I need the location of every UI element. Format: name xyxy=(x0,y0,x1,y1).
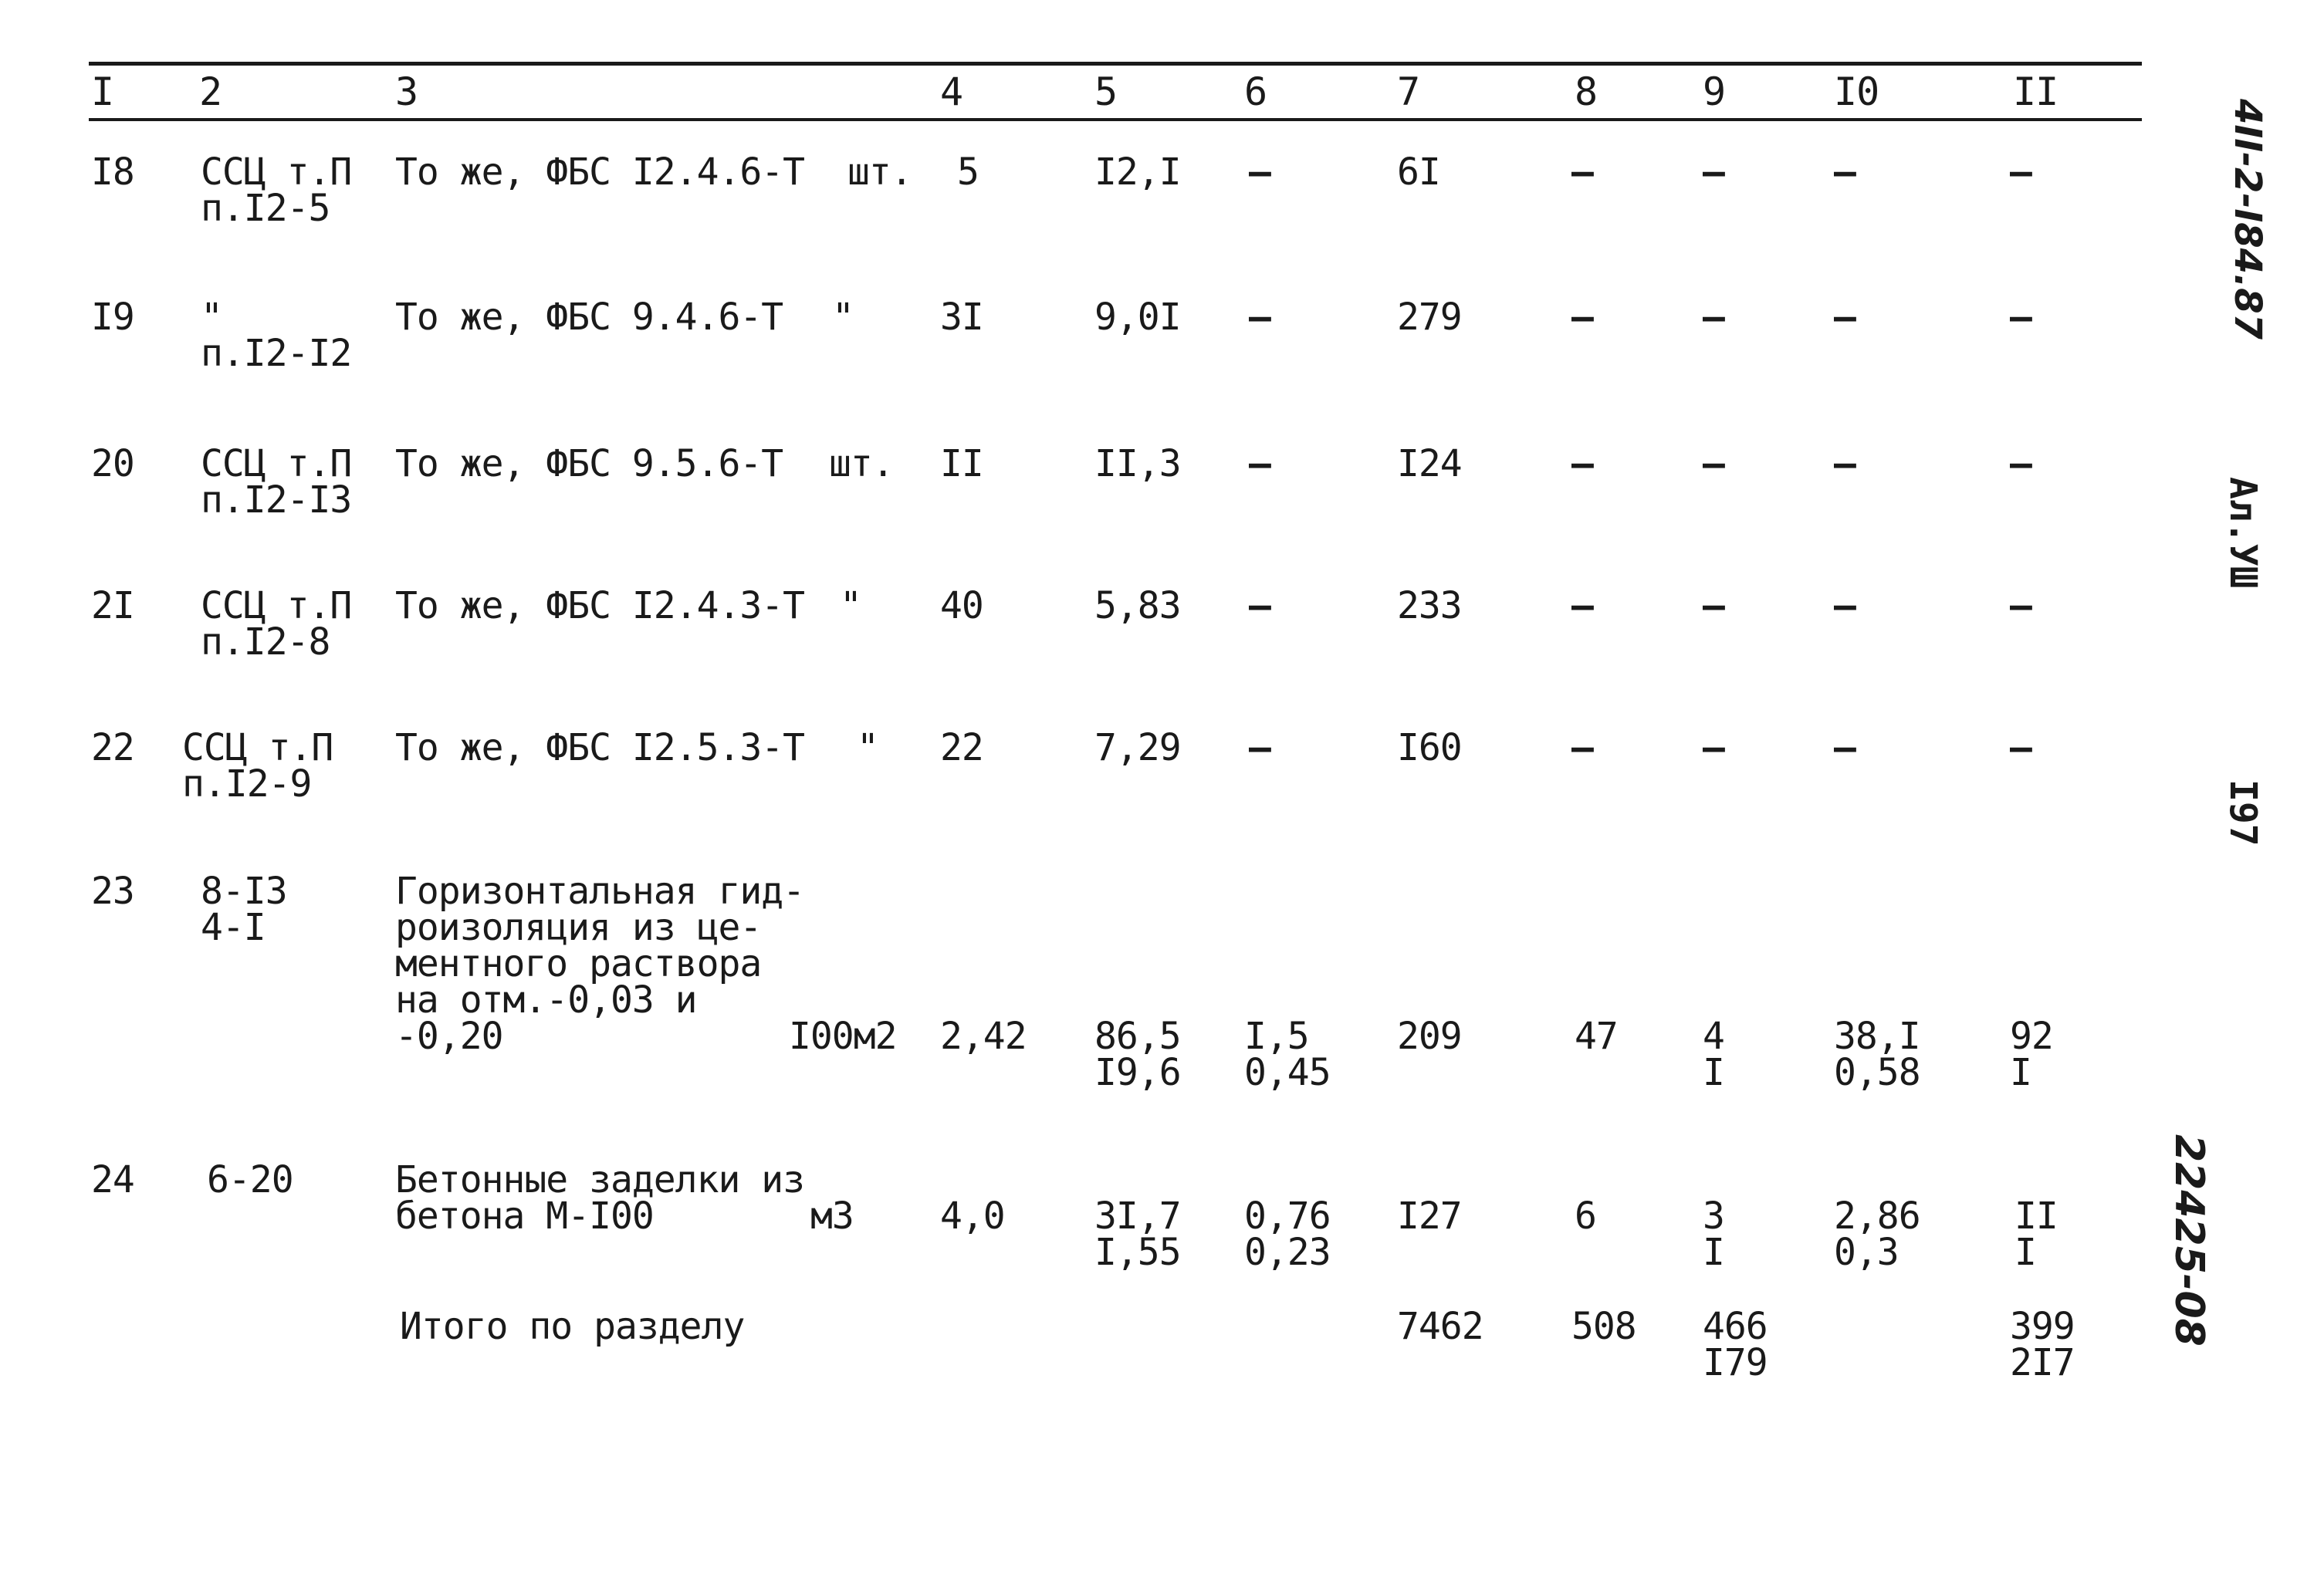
row-21-no: 2I xyxy=(91,584,134,627)
row-19-col6: – xyxy=(1249,296,1270,339)
row-20-qty: II xyxy=(940,442,983,485)
row-23-unit: I00м2 xyxy=(789,1015,897,1058)
total-col7: 7462 xyxy=(1397,1305,1483,1348)
col-header-8: 8 xyxy=(1575,69,1598,114)
row-21-unit: " xyxy=(840,584,861,627)
row-20-col5: II,3 xyxy=(1094,442,1181,485)
row-19-no: I9 xyxy=(91,296,134,339)
row-23-col8: 47 xyxy=(1575,1015,1618,1058)
doc-code-label: 4II-2-I84.87 xyxy=(2226,99,2269,340)
row-23-no: 23 xyxy=(91,870,134,913)
row-21-desc: То же, ФБС I2.4.3-Т xyxy=(395,584,805,627)
row-21-col6: – xyxy=(1249,584,1270,627)
col-header-6: 6 xyxy=(1244,69,1267,114)
row-19-desc: То же, ФБС 9.4.6-Т xyxy=(395,296,783,339)
row-19-col11: – xyxy=(2010,296,2031,339)
row-19-col8: – xyxy=(1571,296,1593,339)
row-22-col10: – xyxy=(1834,726,1855,769)
col-header-5: 5 xyxy=(1094,69,1118,114)
row-18-ref: ССЦ т.П п.I2-5 xyxy=(201,150,352,230)
col-header-3: 3 xyxy=(395,69,418,114)
row-23-qty: 2,42 xyxy=(940,1015,1027,1058)
row-24-col6: 0,76 0,23 xyxy=(1244,1195,1331,1274)
row-22-ref: ССЦ т.П п.I2-9 xyxy=(182,726,333,806)
table-top-rule xyxy=(89,62,2142,66)
row-21-col10: – xyxy=(1834,584,1855,627)
row-19-ref: " п.I2-I2 xyxy=(201,296,352,375)
row-20-col8: – xyxy=(1571,442,1593,485)
row-22-unit: " xyxy=(857,726,878,769)
row-20-col9: – xyxy=(1703,442,1724,485)
row-20-col6: – xyxy=(1249,442,1270,485)
row-22-col11: – xyxy=(2010,726,2031,769)
total-col8: 508 xyxy=(1571,1305,1636,1348)
row-18-col8: – xyxy=(1571,150,1593,194)
row-23-col7: 209 xyxy=(1397,1015,1462,1058)
col-header-1: I xyxy=(91,69,114,114)
row-22-col6: – xyxy=(1249,726,1270,769)
total-col11: 399 2I7 xyxy=(2010,1305,2075,1384)
row-22-qty: 22 xyxy=(940,726,983,769)
row-18-col10: – xyxy=(1834,150,1855,194)
row-24-no: 24 xyxy=(91,1158,134,1201)
row-19-col10: – xyxy=(1834,296,1855,339)
inventory-number: 22425-08 xyxy=(2166,1134,2212,1347)
row-18-col7: 6I xyxy=(1397,150,1440,194)
row-18-col11: – xyxy=(2010,150,2031,194)
col-header-4: 4 xyxy=(940,69,963,114)
row-22-col7: I60 xyxy=(1397,726,1462,769)
row-19-col5: 9,0I xyxy=(1094,296,1181,339)
row-24-col8: 6 xyxy=(1575,1195,1596,1238)
row-20-no: 20 xyxy=(91,442,134,485)
row-23-desc: Горизонтальная гид- роизоляция из це- ментного раствора на отм.-0,03 и -0,20 xyxy=(395,870,805,1058)
row-18-unit: шт. xyxy=(847,150,912,194)
row-21-ref: ССЦ т.П п.I2-8 xyxy=(201,584,352,664)
row-23-col10: 38,I 0,58 xyxy=(1834,1015,1920,1094)
col-header-9: 9 xyxy=(1703,69,1726,114)
row-21-col8: – xyxy=(1571,584,1593,627)
row-21-col5: 5,83 xyxy=(1094,584,1181,627)
row-19-col9: – xyxy=(1703,296,1724,339)
row-21-col9: – xyxy=(1703,584,1724,627)
row-21-col7: 233 xyxy=(1397,584,1462,627)
total-col9: 466 I79 xyxy=(1703,1305,1768,1384)
row-22-desc: То же, ФБС I2.5.3-Т xyxy=(395,726,805,769)
row-22-col5: 7,29 xyxy=(1094,726,1181,769)
row-22-no: 22 xyxy=(91,726,134,769)
row-24-col9: 3 I xyxy=(1703,1195,1724,1274)
row-20-col10: – xyxy=(1834,442,1855,485)
row-19-unit: " xyxy=(832,296,854,339)
row-24-col5: 3I,7 I,55 xyxy=(1094,1195,1181,1274)
row-24-unit: м3 xyxy=(810,1195,854,1238)
row-23-ref: 8-I3 4-I xyxy=(201,870,287,949)
row-18-no: I8 xyxy=(91,150,134,194)
row-20-col7: I24 xyxy=(1397,442,1462,485)
row-18-col9: – xyxy=(1703,150,1724,194)
row-23-col6: I,5 0,45 xyxy=(1244,1015,1331,1094)
col-header-7: 7 xyxy=(1397,69,1420,114)
row-22-col9: – xyxy=(1703,726,1724,769)
row-18-desc: То же, ФБС I2.4.6-Т xyxy=(395,150,805,194)
col-header-11: II xyxy=(2013,69,2058,114)
row-24-col7: I27 xyxy=(1397,1195,1462,1238)
row-19-col7: 279 xyxy=(1397,296,1462,339)
col-header-2: 2 xyxy=(199,69,222,114)
page-number: I97 xyxy=(2221,779,2265,846)
row-24-qty: 4,0 xyxy=(940,1195,1005,1238)
row-18-col6: – xyxy=(1249,150,1270,194)
row-21-qty: 40 xyxy=(940,584,983,627)
total-label: Итого по разделу xyxy=(400,1305,745,1348)
row-22-col8: – xyxy=(1571,726,1593,769)
table-header-rule xyxy=(89,118,2142,121)
col-header-10: I0 xyxy=(1834,69,1879,114)
row-19-qty: 3I xyxy=(940,296,983,339)
row-23-col5: 86,5 I9,6 xyxy=(1094,1015,1181,1094)
row-24-desc: Бетонные заделки из бетона М-I00 xyxy=(395,1158,805,1238)
row-23-col9: 4 I xyxy=(1703,1015,1724,1094)
row-18-col5: I2,I xyxy=(1094,150,1181,194)
row-24-col11: II I xyxy=(2014,1195,2058,1274)
row-21-col11: – xyxy=(2010,584,2031,627)
row-23-col11: 92 I xyxy=(2010,1015,2053,1094)
row-18-qty: 5 xyxy=(957,150,979,194)
row-20-unit: шт. xyxy=(829,442,894,485)
row-20-col11: – xyxy=(2010,442,2031,485)
album-label: Ал.УШ xyxy=(2221,477,2265,589)
row-24-ref: 6-20 xyxy=(207,1158,293,1201)
row-20-desc: То же, ФБС 9.5.6-Т xyxy=(395,442,783,485)
row-20-ref: ССЦ т.П п.I2-I3 xyxy=(201,442,352,522)
row-24-col10: 2,86 0,3 xyxy=(1834,1195,1920,1274)
